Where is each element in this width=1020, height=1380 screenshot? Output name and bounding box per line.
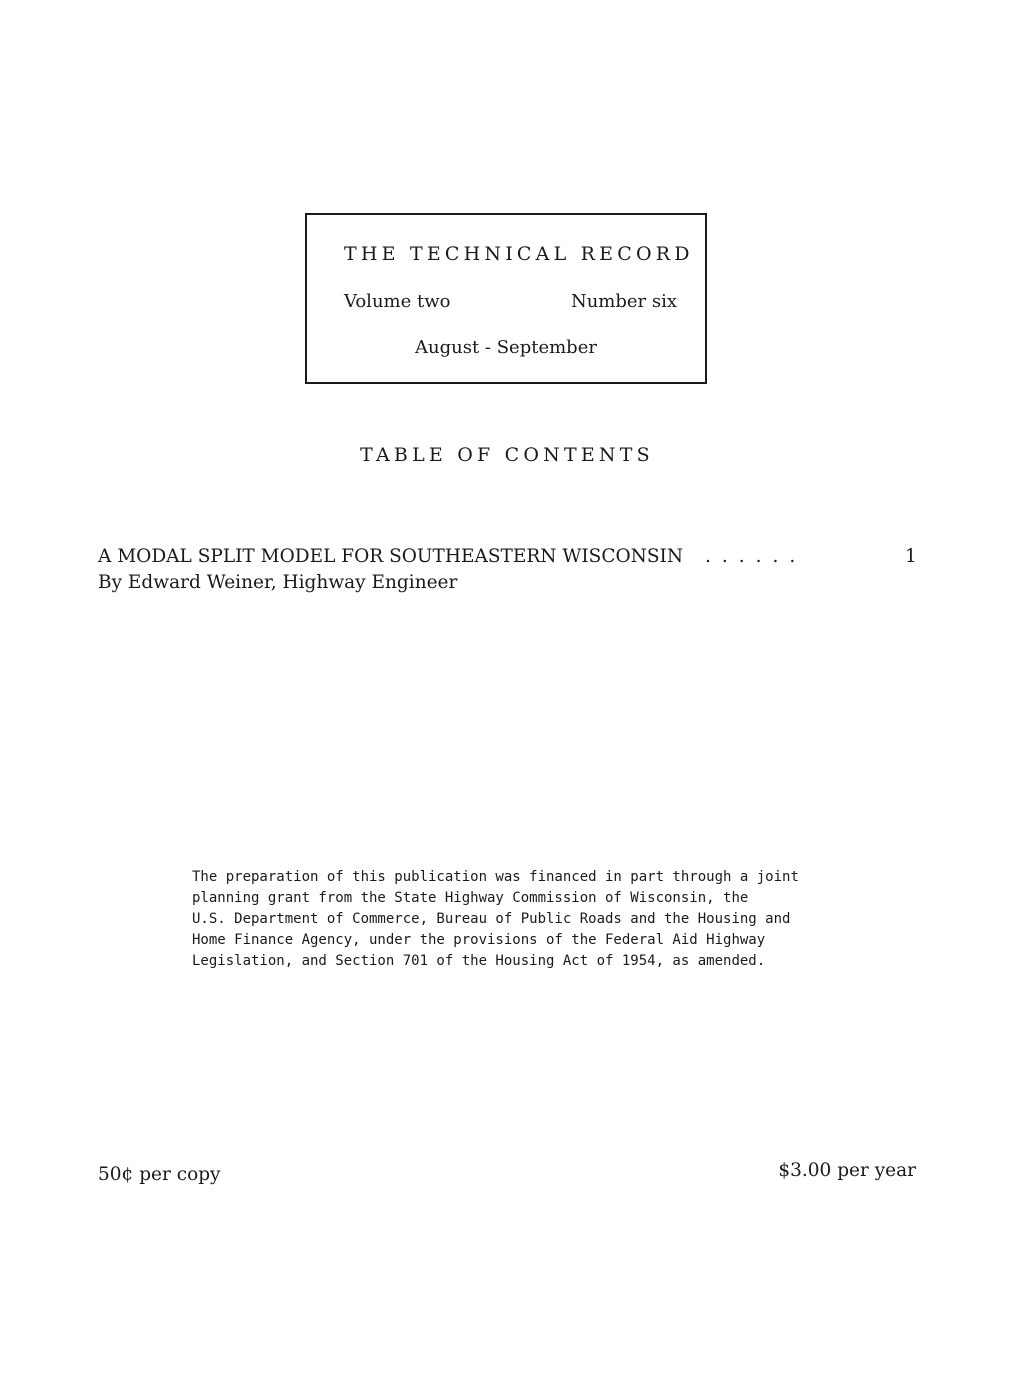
publication-title: THE TECHNICAL RECORD — [344, 243, 694, 265]
volume-label: Volume two — [344, 291, 451, 312]
price-per-copy: 50¢ per copy — [98, 1164, 221, 1185]
funding-note-line: The preparation of this publication was financed in part through a joint — [192, 869, 799, 885]
toc-entry-author: By Edward Weiner, Highway Engineer — [98, 572, 458, 593]
toc-dot-leader: ...... — [705, 546, 807, 567]
funding-note-line: planning grant from the State Highway Commission of Wisconsin, the — [192, 890, 749, 906]
price-per-year: $3.00 per year — [778, 1160, 916, 1181]
toc-page-number: 1 — [905, 546, 917, 567]
masthead-box — [305, 213, 707, 384]
issue-dates: August - September — [415, 337, 597, 358]
issue-number: Number six — [570, 291, 677, 312]
funding-note-line: Home Finance Agency, under the provisions of the Federal Aid Highway — [192, 932, 766, 948]
toc-heading: TABLE OF CONTENTS — [360, 444, 654, 466]
funding-note-line: U.S. Department of Commerce, Bureau of Public Roads and the Housing and — [192, 911, 791, 927]
funding-note-line: Legislation, and Section 701 of the Housing Act of 1954, as amended. — [192, 953, 766, 969]
funding-note — [192, 867, 832, 972]
toc-entry-title: A MODAL SPLIT MODEL FOR SOUTHEASTERN WISCONSIN — [98, 546, 684, 567]
